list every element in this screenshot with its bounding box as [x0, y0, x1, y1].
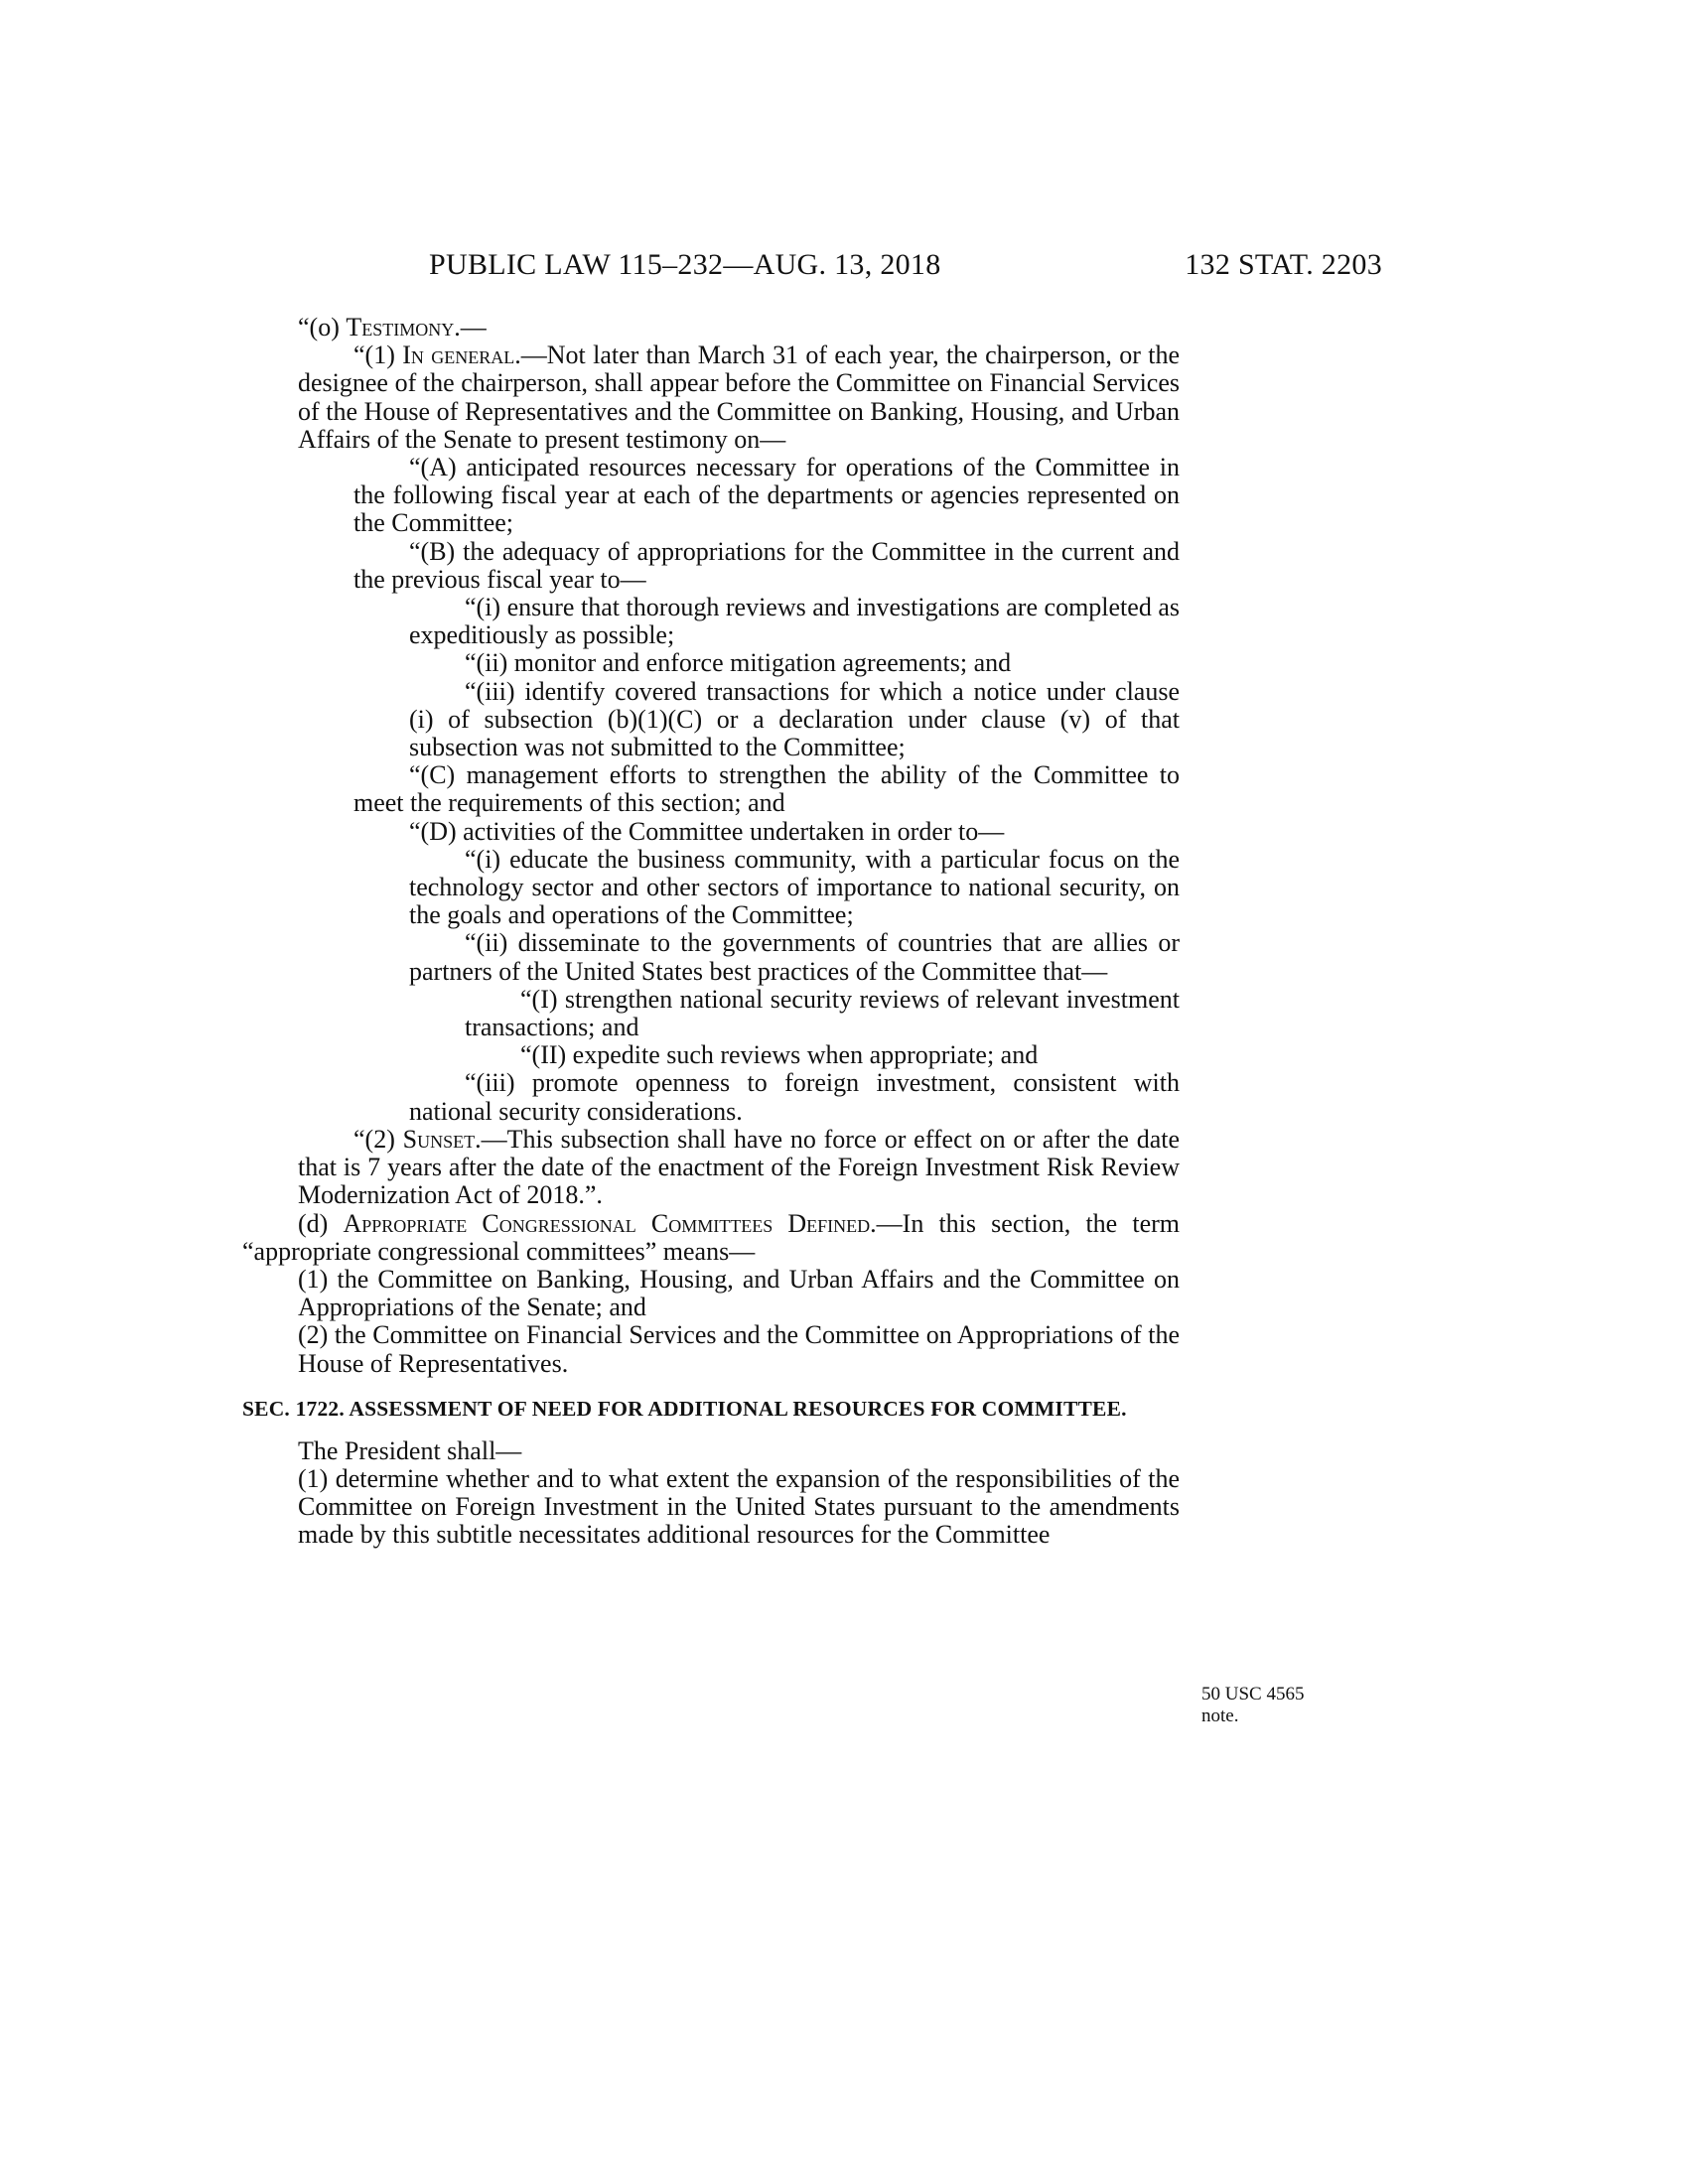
statute-page-number: 132 STAT. 2203 — [1185, 248, 1382, 281]
subclause-ii: “(II) expedite such reviews when appropriate; and — [520, 1040, 1039, 1070]
subparagraph-a: “(A) anticipated resources necessary for operations of the Committee in the following fiscal year at each of the departments or agencies represented on the Committee; — [353, 453, 1180, 538]
section-1722-item-1: (1) determine whether and to what extent the expansion of the responsibilities of the Committee on Foreign Investment in the United States pursuant to the amendments made by this subtitle necessitates additional resources for the Committee — [298, 1463, 1180, 1550]
subsection-o-heading: “(o) Testimony.— — [298, 313, 487, 341]
paragraph-2-sunset: “(2) Sunset.—This subsection shall have no force or effect on or after the date that is 7 years after the date of the enactment of the Foreign Investment Risk Review Modernization Act of 2018.”. — [298, 1124, 1181, 1210]
subsection-d-definitions: (d) Appropriate Congressional Committees Defined.—In this section, the term “appropriate congressional committees” means— — [242, 1208, 1180, 1266]
clause-b-i: “(i) ensure that thorough reviews and investigations are completed as expeditiously as possible; — [409, 593, 1180, 650]
clause-b-ii: “(ii) monitor and enforce mitigation agreements; and — [465, 648, 1012, 678]
paragraph-1-in-general: “(1) In general.—Not later than March 31 of each year, the chairperson, or the designee of the chairperson, shall appear before the Committee on Financial Services of the House of Representatives and the Committee on Banking, Housing, and Urban Affairs of the Senate to present testimony on— — [298, 341, 1181, 454]
section-1722-intro: The President shall— — [298, 1435, 522, 1465]
public-law-citation: PUBLIC LAW 115–232—AUG. 13, 2018 — [429, 248, 941, 281]
clause-d-iii: “(iii) promote openness to foreign investment, consistent with national security considerations. — [409, 1068, 1180, 1126]
clause-b-iii: “(iii) identify covered transactions for which a notice under clause (i) of subsection (b)(1)(C) or a declaration under clause (v) of that subsection was not submitted to the Committee; — [409, 676, 1180, 762]
definition-item-2: (2) the Committee on Financial Services and the Committee on Appropriations of the House of Representatives. — [298, 1320, 1180, 1378]
document-body — [242, 313, 1181, 1550]
margin-note-usc: 50 USC 4565 note. — [1201, 1684, 1305, 1726]
section-1722-heading: SEC. 1722. ASSESSMENT OF NEED FOR ADDITIONAL RESOURCES FOR COMMITTEE. — [242, 1396, 1127, 1421]
subparagraph-c: “(C) management efforts to strengthen the ability of the Committee to meet the requirements of this section; and — [353, 760, 1180, 818]
subparagraph-b: “(B) the adequacy of appropriations for the Committee in the current and the previous fiscal year to— — [353, 536, 1180, 594]
definition-item-1: (1) the Committee on Banking, Housing, and Urban Affairs and the Committee on Appropriations of the Senate; and — [298, 1264, 1180, 1322]
clause-d-ii: “(ii) disseminate to the governments of countries that are allies or partners of the United States best practices of the Committee that— — [409, 928, 1180, 986]
page-header — [429, 248, 1382, 288]
clause-d-i: “(i) educate the business community, with a particular focus on the technology sector and other sectors of importance to national security, on the goals and operations of the Committee; — [409, 844, 1180, 930]
subclause-i: “(I) strengthen national security reviews of relevant investment transactions; and — [465, 984, 1180, 1042]
subparagraph-d: “(D) activities of the Committee undertaken in order to— — [409, 816, 1005, 846]
